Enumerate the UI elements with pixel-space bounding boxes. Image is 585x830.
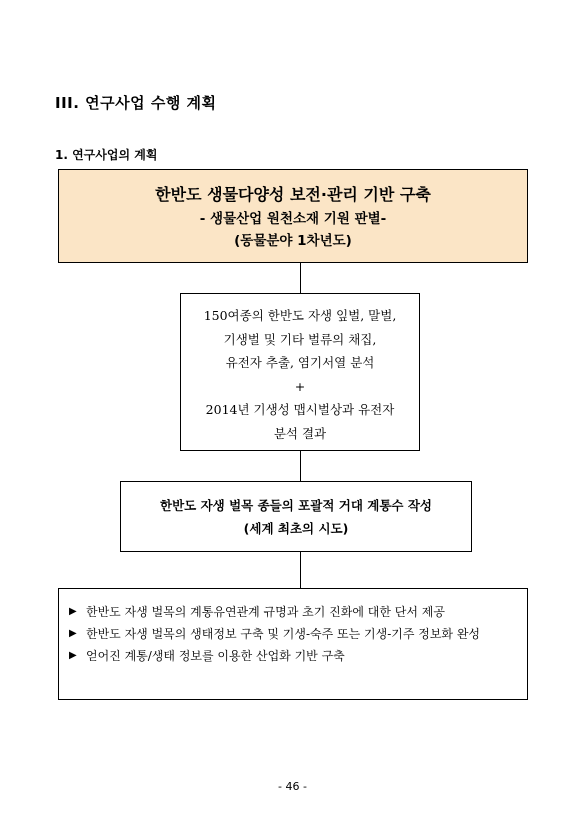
outcome-text: 한반도 자생 벌목의 생태정보 구축 및 기생-숙주 또는 기생-기주 정보화 완성 (86, 627, 481, 641)
outcome-text: 얻어진 계통/생태 정보를 이용한 산업화 기반 구축 (86, 649, 345, 663)
phylogeny-title: 한반도 자생 벌목 종들의 포괄적 거대 계통수 작성 (160, 498, 432, 513)
research-input-line: 150여종의 한반도 자생 잎벌, 말벌, (203, 308, 397, 323)
top-goal-box (58, 169, 528, 263)
connector-line-3 (300, 552, 301, 588)
top-goal-title: 한반도 생물다양성 보전·관리 기반 구축 (155, 185, 431, 204)
triangle-bullet-icon: ▶ (69, 650, 77, 661)
research-input-line: 분석 결과 (273, 425, 327, 441)
research-input-line: 유전자 추출, 염기서열 분석 (225, 355, 375, 370)
outcomes-box (58, 588, 528, 700)
research-input-line: 2014년 기생성 맵시벌상과 유전자 (205, 402, 395, 417)
research-input-line: 기생벌 및 기타 벌류의 채집, (223, 331, 377, 347)
outcome-item (69, 645, 517, 667)
connector-line-2 (300, 451, 301, 481)
top-goal-subtitle: - 생물산업 원천소재 기원 판별- (199, 211, 387, 227)
top-goal-year: (동물분야 1차년도) (234, 233, 352, 249)
triangle-bullet-icon: ▶ (69, 606, 77, 617)
sub-heading: 1. 연구사업의 계획 (55, 148, 158, 162)
research-input-plus: + (294, 378, 306, 394)
phylogeny-note: (세계 최초의 시도) (243, 521, 349, 536)
outcome-item (69, 601, 517, 623)
outcome-item (69, 623, 517, 645)
section-heading: III. 연구사업 수행 계획 (55, 94, 217, 112)
triangle-bullet-icon: ▶ (69, 628, 77, 639)
connector-line-1 (300, 263, 301, 293)
phylogeny-box (120, 481, 472, 552)
research-input-box (180, 293, 420, 451)
outcome-text: 한반도 자생 벌목의 계통유연관계 규명과 초기 진화에 대한 단서 제공 (86, 605, 445, 619)
page-number: - 46 - (278, 780, 307, 793)
